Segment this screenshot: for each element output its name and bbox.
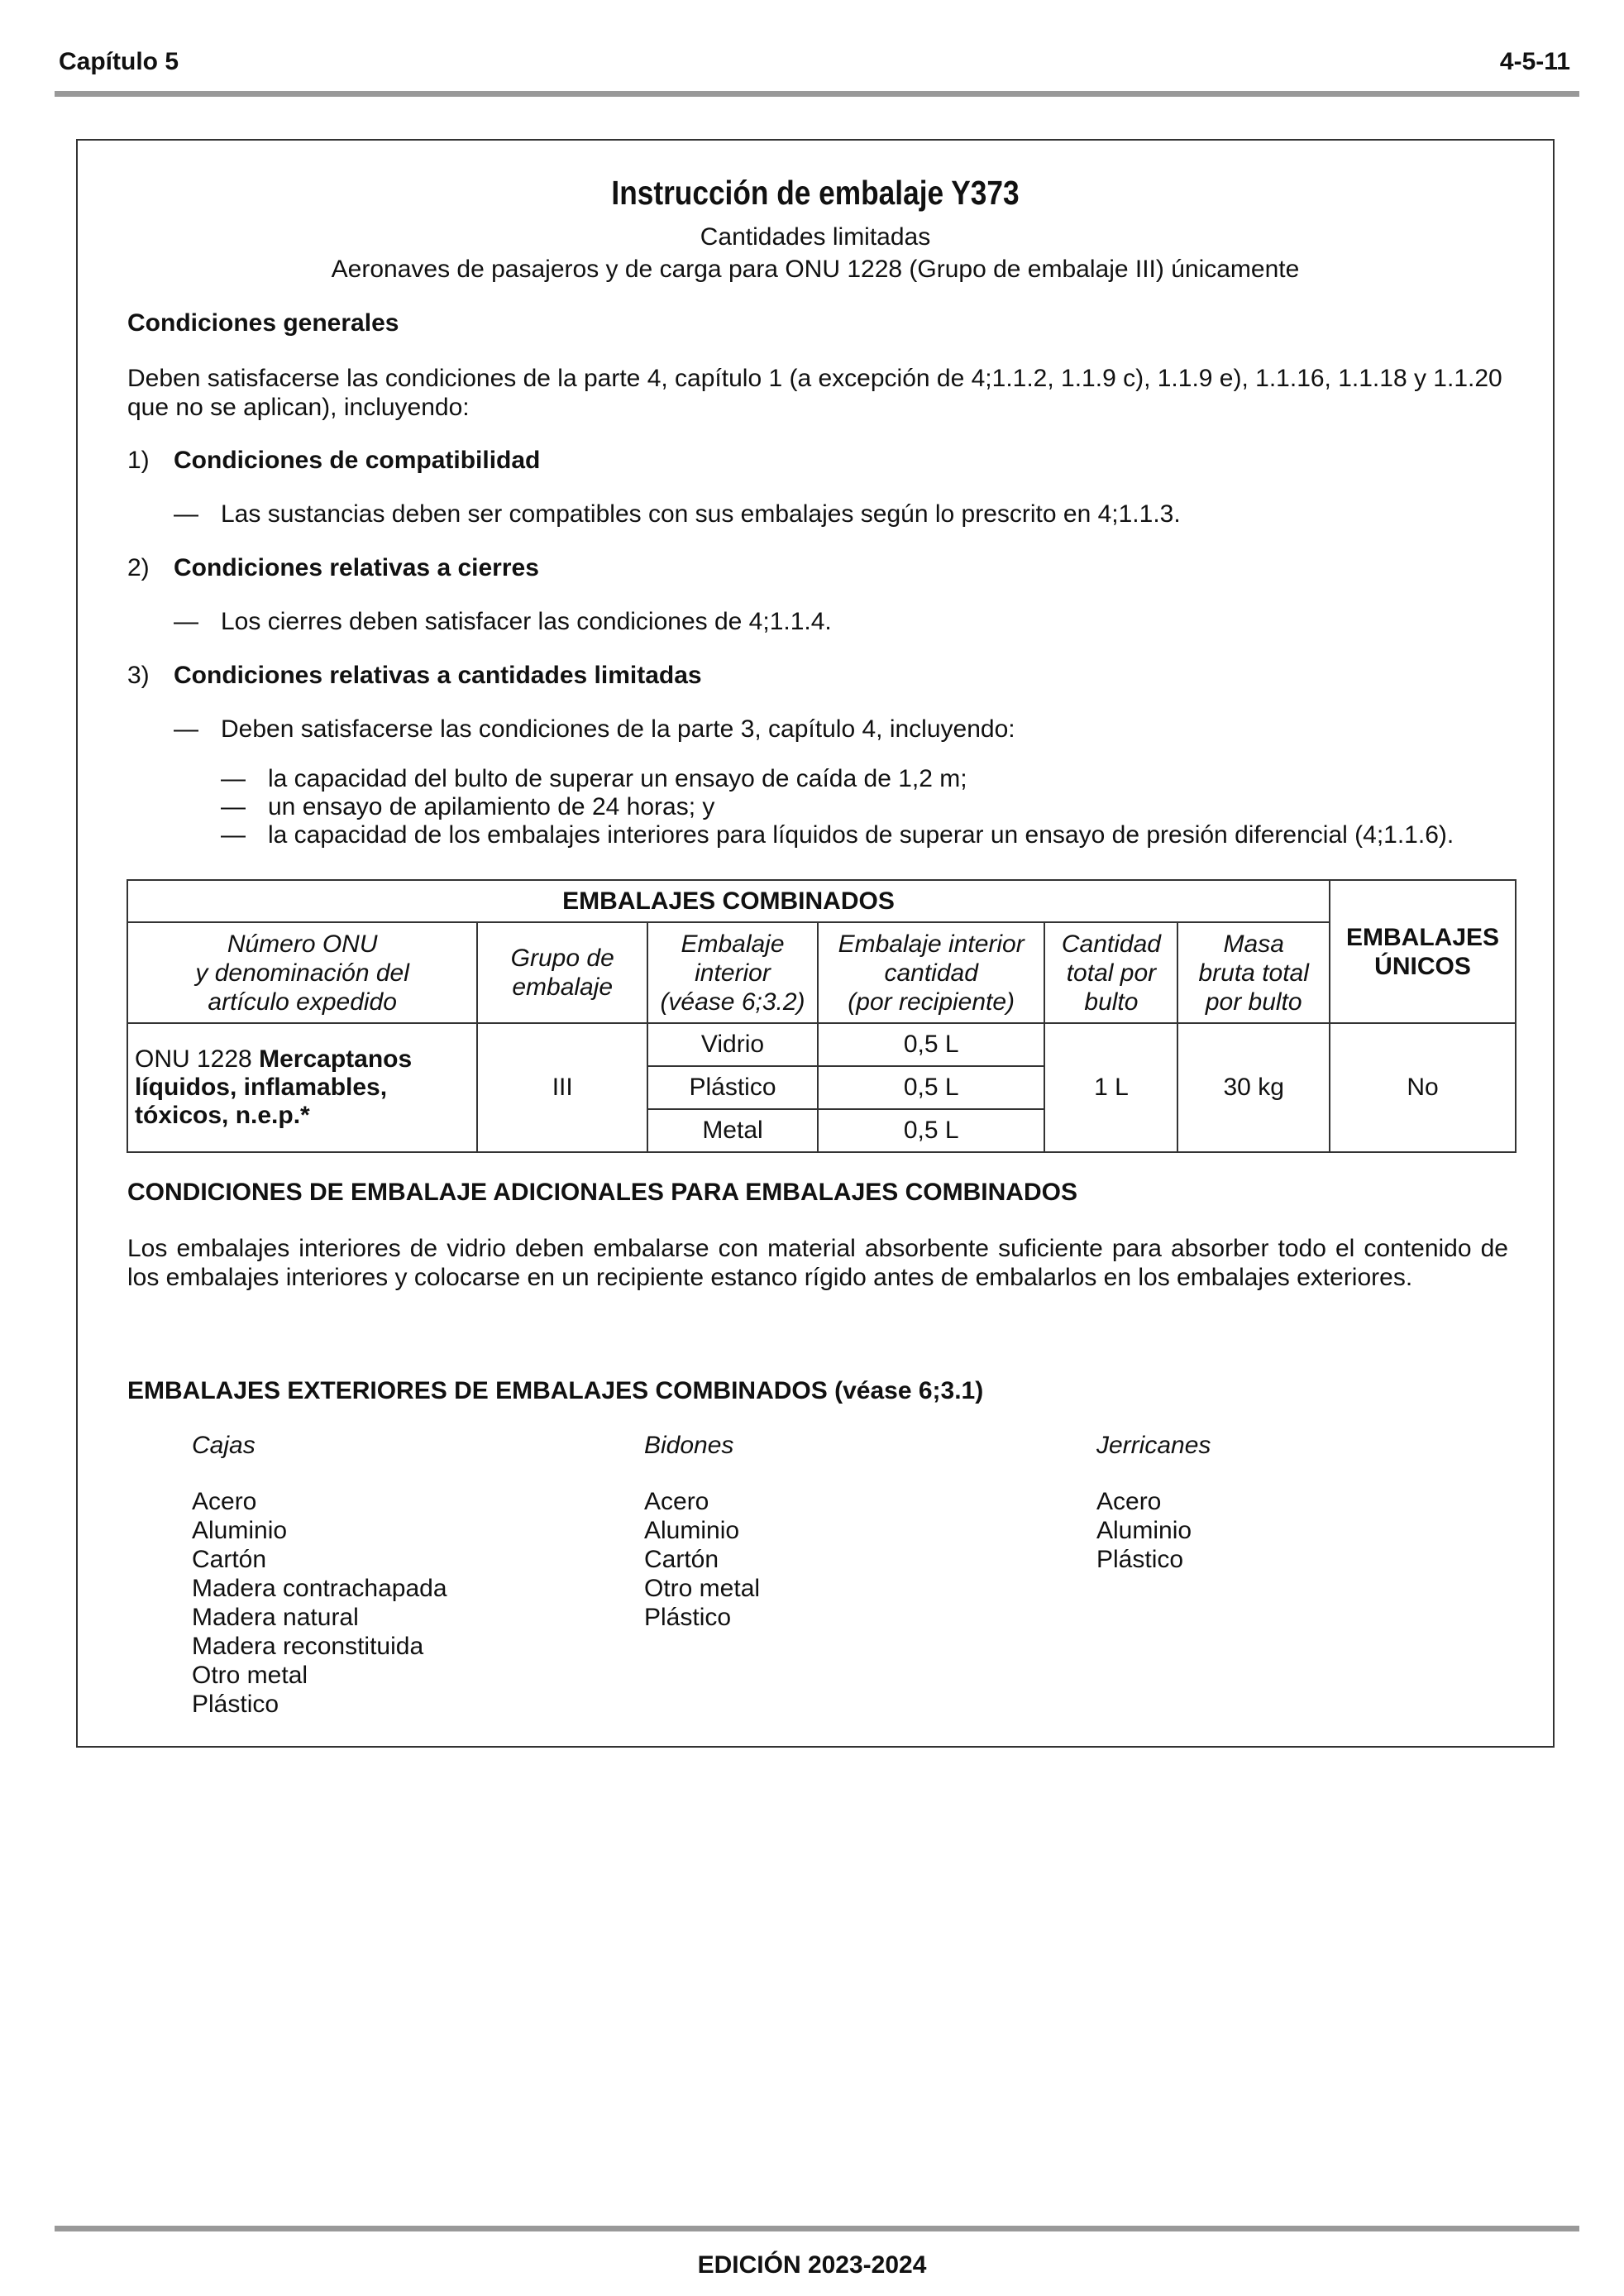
column-header-gross-mass: Masa bruta total por bulto — [1177, 922, 1330, 1023]
edition-footer: EDICIÓN 2023-2024 — [697, 2251, 927, 2279]
additional-conditions-heading: CONDICIONES DE EMBALAJE ADICIONALES PARA EMBALAJES COMBINADOS — [127, 1179, 1077, 1206]
condition-heading: Condiciones relativas a cierres — [174, 554, 539, 581]
table-cell-packing-group: III — [477, 1023, 647, 1152]
un-number: ONU 1228 — [135, 1045, 252, 1073]
sublist-item: la capacidad del bulto de superar un ensayo de caída de 1,2 m; — [268, 765, 967, 792]
condition-dash: — — [174, 715, 198, 743]
list-item: Plástico — [192, 1691, 279, 1718]
condition-dash: — — [174, 500, 198, 528]
general-conditions-text: Deben satisfacerse las condiciones de la parte 4, capítulo 1 (a excepción de 4;1.1.2, 1.1.9 c), 1.1.9 e), 1.1.16, 1.1.18 y 1.1.20 que no se aplican), incluyendo: — [127, 365, 1502, 421]
table-cell-inner-material: Metal — [647, 1109, 818, 1152]
table-cell-inner-quantity: 0,5 L — [818, 1109, 1045, 1152]
subtitle-aircraft: Aeronaves de pasajeros y de carga para ONU 1228 (Grupo de embalaje III) únicamente — [331, 256, 1300, 283]
outer-list-title: Cajas — [192, 1432, 256, 1459]
table-cell-single-packaging: No — [1330, 1023, 1516, 1152]
column-header-un-number: Número ONU y denominación del artículo expedido — [127, 922, 477, 1023]
outer-list-boxes — [192, 1431, 447, 1719]
condition-dash: — — [174, 608, 198, 635]
list-item: Cartón — [192, 1546, 267, 1573]
substance-name: Mercaptanos líquidos, inflamables, tóxicos, n.e.p.* — [135, 1045, 413, 1129]
footer-rule — [55, 2226, 1579, 2231]
list-item: Plástico — [1096, 1546, 1184, 1573]
list-item: Madera contrachapada — [192, 1575, 447, 1602]
list-item: Aluminio — [192, 1517, 288, 1544]
list-item: Otro metal — [644, 1575, 761, 1602]
condition-text: Los cierres deben satisfacer las condiciones de 4;1.1.4. — [221, 608, 832, 635]
condition-number: 1) — [127, 447, 150, 474]
condition-heading: Condiciones de compatibilidad — [174, 447, 541, 474]
table-cell-substance — [127, 1023, 477, 1152]
list-item: Plástico — [644, 1604, 732, 1631]
list-item: Acero — [644, 1488, 709, 1515]
subtitle-quantities: Cantidades limitadas — [700, 223, 931, 251]
table-cell-inner-material: Vidrio — [647, 1023, 818, 1066]
combined-packaging-header: EMBALAJES COMBINADOS — [127, 880, 1330, 922]
sublist-dash: — — [221, 765, 246, 792]
condition-number: 3) — [127, 662, 150, 689]
outer-list-title: Jerricanes — [1096, 1432, 1211, 1459]
list-item: Madera reconstituida — [192, 1633, 424, 1660]
table-cell-inner-material: Plástico — [647, 1066, 818, 1109]
packaging-table — [127, 879, 1517, 1153]
column-header-inner-packaging: Embalaje interior (véase 6;3.2) — [647, 922, 818, 1023]
outer-list-drums — [644, 1431, 760, 1632]
column-header-total-quantity: Cantidad total por bulto — [1044, 922, 1177, 1023]
instruction-box — [76, 139, 1555, 1748]
list-item: Acero — [1096, 1488, 1162, 1515]
condition-text: Las sustancias deben ser compatibles con sus embalajes según lo prescrito en 4;1.1.3. — [221, 500, 1181, 528]
table-cell-inner-quantity: 0,5 L — [818, 1023, 1045, 1066]
condition-number: 2) — [127, 554, 150, 581]
table-cell-inner-quantity: 0,5 L — [818, 1066, 1045, 1109]
list-item: Acero — [192, 1488, 257, 1515]
condition-text: Deben satisfacerse las condiciones de la parte 3, capítulo 4, incluyendo: — [221, 715, 1015, 743]
page-title: Instrucción de embalaje Y373 — [611, 174, 1020, 212]
additional-conditions-text: Los embalajes interiores de vidrio deben embalarse con material absorbente suficiente para absorber todo el contenido de los embalajes interiores y colocarse en un recipiente estanco rígido antes de embalarlos en los embalajes exteriores. — [127, 1235, 1508, 1291]
general-conditions-heading: Condiciones generales — [127, 309, 399, 337]
condition-heading: Condiciones relativas a cantidades limitadas — [174, 662, 702, 689]
chapter-label: Capítulo 5 — [59, 48, 179, 75]
sublist-dash: — — [221, 793, 246, 820]
sublist-item: la capacidad de los embalajes interiores para líquidos de superar un ensayo de presión diferencial (4;1.1.6). — [268, 821, 1454, 849]
list-item: Otro metal — [192, 1662, 308, 1689]
table-cell-gross-mass: 30 kg — [1177, 1023, 1330, 1152]
outer-list-jerricans — [1096, 1431, 1211, 1574]
list-item: Aluminio — [644, 1517, 740, 1544]
sublist-dash: — — [221, 821, 246, 849]
sublist-item: un ensayo de apilamiento de 24 horas; y — [268, 793, 715, 820]
column-header-packing-group: Grupo de embalaje — [477, 922, 647, 1023]
list-item: Cartón — [644, 1546, 719, 1573]
outer-list-title: Bidones — [644, 1432, 734, 1459]
list-item: Aluminio — [1096, 1517, 1192, 1544]
page-number: 4-5-11 — [1499, 48, 1570, 75]
column-header-inner-quantity: Embalaje interior cantidad (por recipiente) — [818, 922, 1045, 1023]
outer-packaging-heading: EMBALAJES EXTERIORES DE EMBALAJES COMBINADOS (véase 6;3.1) — [127, 1377, 984, 1404]
single-packaging-header: EMBALAJES ÚNICOS — [1330, 880, 1516, 1023]
table-cell-total-quantity: 1 L — [1044, 1023, 1177, 1152]
header-rule — [55, 91, 1579, 97]
list-item: Madera natural — [192, 1604, 359, 1631]
